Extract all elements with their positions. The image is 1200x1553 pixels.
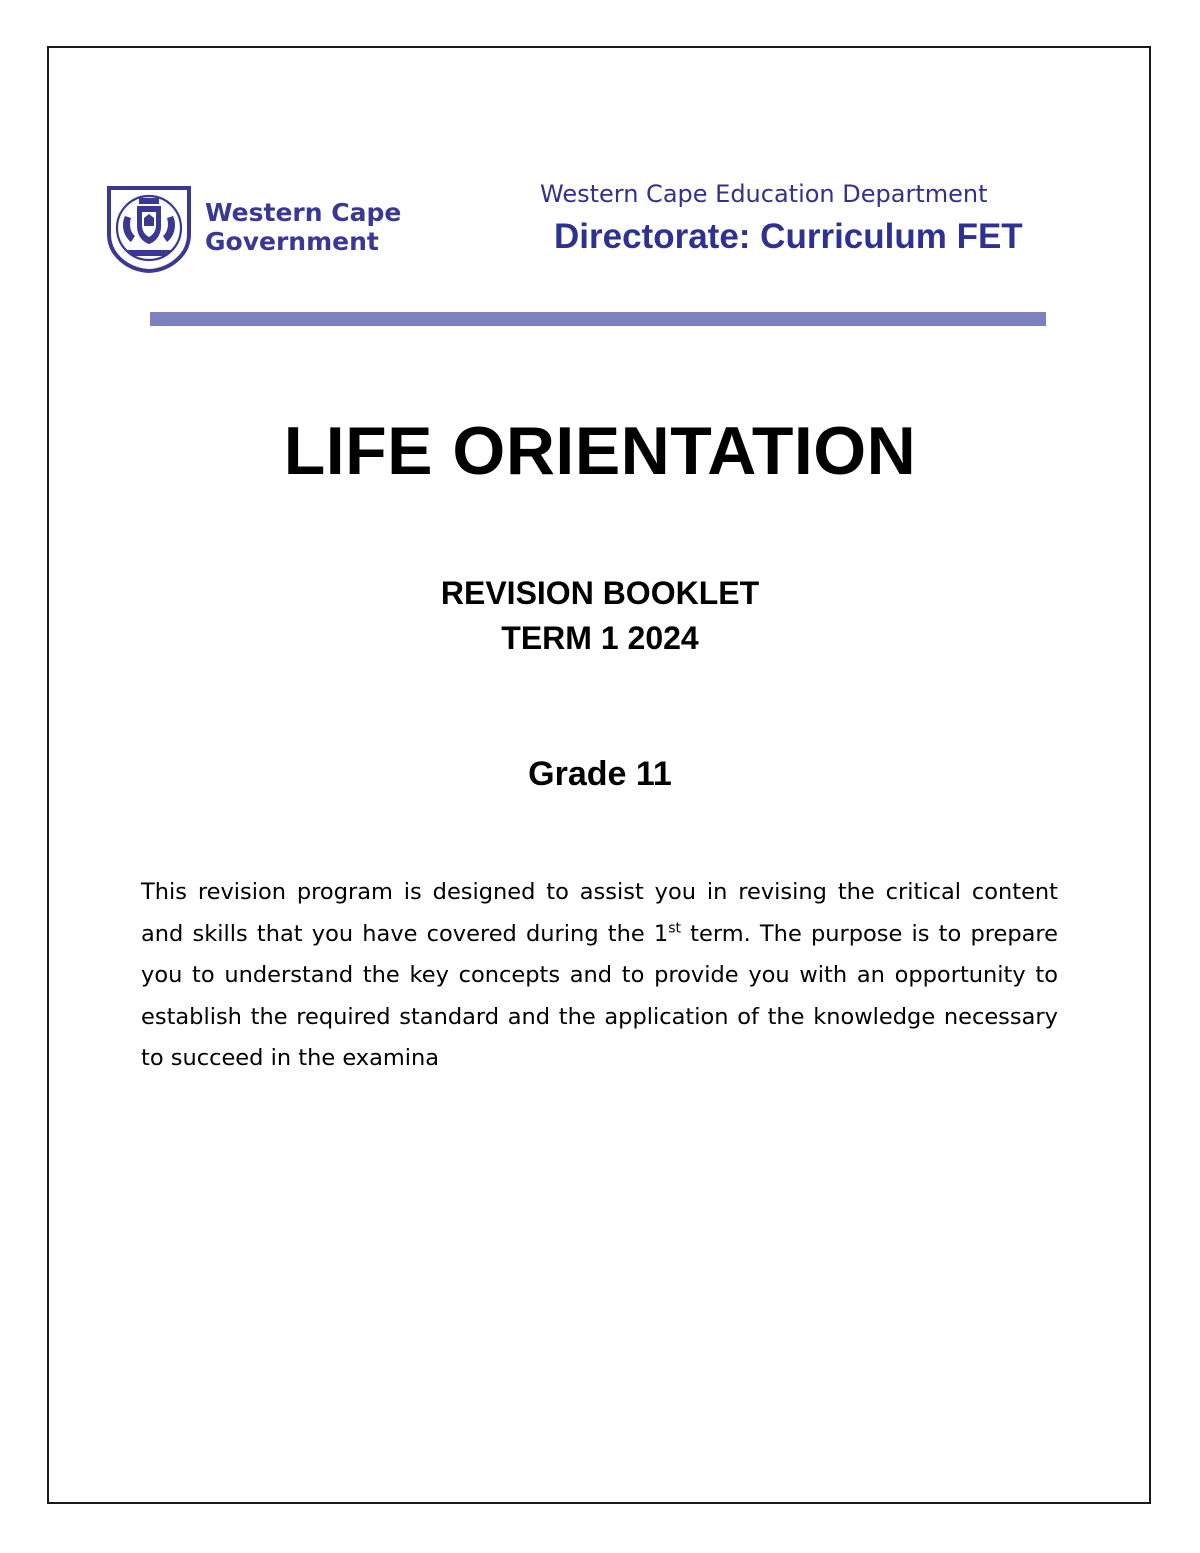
- header-divider: [150, 312, 1046, 326]
- intro-text-start: This revision program is designed to assist you in revising the critical content and skills that you have covered during the 1: [141, 879, 1058, 947]
- booklet-subtitle: REVISION BOOKLET: [440, 575, 760, 611]
- directorate-title: Directorate: Curriculum FET: [554, 217, 1023, 256]
- term-subtitle: TERM 1 2024: [501, 620, 699, 656]
- coat-of-arms-icon: [103, 180, 195, 274]
- logo-text: [205, 198, 401, 256]
- intro-text-end: term. The purpose is to prepare you to understand the key concepts and to provide you with an opportunity to establish the required standard and the application of the knowledge necessary to succeed in the examina: [141, 920, 1058, 1071]
- page-title: LIFE ORIENTATION: [283, 413, 917, 489]
- wcg-logo: [103, 180, 401, 274]
- logo-line-2: Government: [205, 227, 379, 256]
- ordinal-suffix: st: [668, 920, 681, 936]
- grade-label: Grade 11: [528, 755, 672, 793]
- department-name: Western Cape Education Department: [540, 180, 988, 208]
- logo-line-1: Western Cape: [205, 198, 402, 227]
- intro-paragraph: [141, 872, 1058, 1080]
